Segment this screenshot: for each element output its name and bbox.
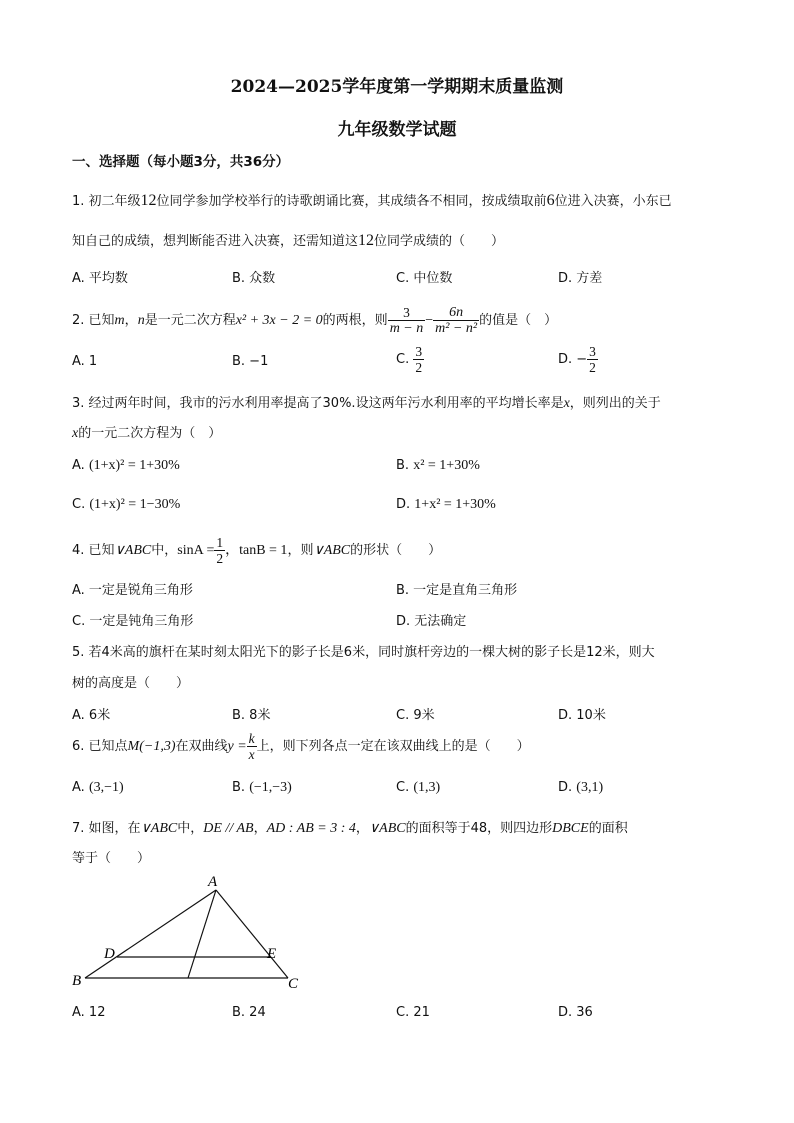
q2-fraction-2 (433, 305, 479, 336)
q2-option-a: A. 1 (72, 354, 98, 369)
q2-f2-den: m² − n² (435, 321, 478, 336)
q5-option-b: B. 8米 (232, 708, 271, 723)
q2-sep: ， (124, 313, 138, 328)
q3-c-value: (1+x)² = 1−30% (89, 497, 181, 512)
q6-text-c: 上，则下列各点一定在该双曲线上的是（ ） (256, 739, 530, 754)
question-1-line-1 (72, 190, 672, 210)
q2-option-d (558, 344, 598, 375)
q2-fraction-1 (388, 305, 426, 336)
q2-d-label: D. − (558, 352, 588, 367)
q4-option-b: B. 一定是直角三角形 (396, 583, 518, 598)
q3-var-x: x (563, 396, 570, 411)
q7-quad: DBCE (552, 821, 589, 836)
q4-text-b: 中， (151, 543, 178, 558)
q2-c-num: 3 (415, 344, 423, 359)
question-5-line-1: 5. 若4米高的旗杆在某时刻太阳光下的影子长是6米，同时旗杆旁边的一棵大树的影子长是12米，则大 (72, 645, 655, 660)
q2-text-b: 是一元二次方程 (144, 313, 236, 328)
q2-var-m: m (114, 313, 125, 328)
q1-text-d: 知自己的成绩，想判断能否进入决赛，还需知道这 (72, 234, 359, 249)
q7-option-a: A. 12 (72, 1005, 106, 1020)
q3-option-a (72, 458, 180, 474)
q4-option-a: A. 一定是锐角三角形 (72, 583, 193, 598)
question-7-line-2: 等于（ ） (72, 851, 151, 866)
question-3-line-2 (72, 422, 221, 442)
q6-a-label: A. (72, 780, 85, 795)
q4-option-d: D. 无法确定 (396, 614, 467, 629)
q3-a-value: (1+x)² = 1+30% (88, 458, 180, 473)
question-4 (72, 534, 441, 568)
label-d: D (104, 946, 115, 962)
q2-option-b: B. −1 (232, 354, 269, 369)
q1-text-a: 1. 初二年级 (72, 194, 141, 209)
q2-c-label: C. (396, 352, 410, 367)
q6-y: y = (227, 739, 247, 754)
q7-text-b: 中， (177, 821, 204, 836)
q6-option-c (396, 780, 440, 796)
q4-triangle: ∨ABC (114, 543, 152, 558)
q6-d-label: D. (558, 780, 573, 795)
side-ac (216, 890, 288, 978)
q1-option-d: D. 方差 (558, 271, 603, 286)
segment-a-to-bc (188, 890, 216, 978)
q4-sin: sinA = (177, 543, 215, 558)
q6-b-value: (−1,−3) (249, 780, 292, 795)
q7-text-c: ， (253, 821, 267, 836)
q5-option-a: A. 6米 (72, 708, 111, 723)
label-c: C (288, 976, 299, 992)
side-ba (85, 890, 216, 978)
q2-text-c: 的两根，则 (322, 313, 388, 328)
q4-text-a: 4. 已知 (72, 543, 115, 558)
q4-sin-den: 2 (216, 551, 224, 566)
exam-title: 2024—2025学年度第一学期期末质量监测 (230, 77, 564, 97)
q7-parallel: DE // AB (203, 821, 254, 836)
q6-option-a (72, 780, 124, 796)
q1-text-b: 位同学参加学校举行的诗歌朗诵比赛，其成绩各不相同，按成绩取前 (156, 194, 547, 209)
q3-d-value: 1+x² = 1+30% (414, 497, 496, 512)
q6-option-d (558, 780, 603, 796)
q1-option-a: A. 平均数 (72, 271, 128, 286)
q7-option-d: D. 36 (558, 1005, 593, 1020)
q4-triangle-2: ∨ABC (313, 543, 351, 558)
q7-text-d: ， (355, 821, 369, 836)
q1-option-b: B. 众数 (232, 271, 276, 286)
q3-a-label: A. (72, 458, 85, 473)
q6-a-value: (3,−1) (88, 780, 124, 795)
q4-sin-num: 1 (216, 535, 224, 550)
q2-c-fraction (413, 344, 424, 375)
q2-d-den: 2 (589, 360, 596, 375)
q3-option-d (396, 497, 496, 513)
q6-c-value: (1,3) (413, 780, 441, 795)
q6-k-den: x (248, 747, 255, 762)
q4-tan: ，tanB = 1 (225, 543, 288, 558)
q2-d-fraction (587, 344, 598, 375)
q2-c-den: 2 (415, 360, 423, 375)
q6-d-value: (3,1) (576, 780, 604, 795)
q2-option-c (396, 344, 424, 375)
q6-text-a: 6. 已知点 (72, 739, 128, 754)
q2-text-a: 2. 已知 (72, 313, 115, 328)
q2-var-n: n (137, 313, 145, 328)
q2-f1-den: m − n (389, 321, 424, 336)
q3-text-c: 的一元二次方程为（ ） (78, 426, 222, 441)
q4-text-d: 的形状（ ） (350, 543, 442, 558)
q6-b-label: B. (232, 780, 246, 795)
q7-text-f: 的面积 (588, 821, 628, 836)
q6-k-fraction (247, 731, 257, 762)
q7-text-e: 的面积等于48，则四边形 (405, 821, 553, 836)
q7-triangle: ∨ABC (140, 821, 178, 836)
question-7-line-1 (72, 817, 628, 837)
q3-b-label: B. (396, 458, 410, 473)
q1-text-c: 位进入决赛，小东已 (554, 194, 672, 209)
q2-f1-num: 3 (388, 305, 426, 321)
q2-equation: x² + 3x − 2 = 0 (235, 313, 323, 328)
q2-minus: − (425, 313, 434, 328)
q2-d-num: 3 (589, 344, 596, 359)
q3-var-x2: x (72, 426, 79, 441)
q5-option-d: D. 10米 (558, 708, 606, 723)
q4-sin-fraction (214, 535, 225, 566)
q6-c-label: C. (396, 780, 410, 795)
q6-k-num: k (248, 731, 255, 746)
q1-number-6: 6 (546, 192, 555, 209)
q7-option-c: C. 21 (396, 1005, 430, 1020)
q3-option-c (72, 497, 180, 513)
q3-option-b (396, 458, 480, 474)
q3-b-value: x² = 1+30% (413, 458, 480, 473)
q1-number-12b: 12 (358, 232, 375, 249)
exam-subtitle: 九年级数学试题 (337, 120, 457, 140)
q1-number-12: 12 (140, 192, 157, 209)
label-e: E (267, 946, 277, 962)
question-2 (72, 304, 557, 338)
q7-option-b: B. 24 (232, 1005, 266, 1020)
q4-text-c: ，则 (287, 543, 314, 558)
label-a: A (208, 874, 218, 890)
q5-option-c: C. 9米 (396, 708, 435, 723)
q6-text-b: 在双曲线 (175, 739, 228, 754)
question-6 (72, 730, 530, 764)
q7-triangle-2: ∨ABC (368, 821, 406, 836)
q3-text-a: 3. 经过两年时间，我市的污水利用率提高了30%.设这两年污水利用率的平均增长率是 (72, 396, 564, 411)
q3-text-b: ，则列出的关于 (569, 396, 661, 411)
q2-text-d: 的值是（ ） (479, 313, 558, 328)
triangle-figure (60, 870, 320, 995)
q6-point-m: M(−1,3) (127, 739, 176, 754)
q3-c-label: C. (72, 497, 86, 512)
q7-text-a: 7. 如图，在 (72, 821, 141, 836)
q3-d-label: D. (396, 497, 411, 512)
label-b: B (72, 973, 82, 989)
question-3-line-1 (72, 392, 661, 412)
q7-ratio: AD : AB = 3 : 4 (266, 821, 356, 836)
question-5-line-2: 树的高度是（ ） (72, 676, 190, 691)
q2-f2-num: 6n (433, 305, 479, 321)
q6-option-b (232, 780, 292, 796)
question-1-line-2 (72, 230, 504, 250)
q4-option-c: C. 一定是钝角三角形 (72, 614, 194, 629)
section-heading: 一、选择题（每小题3分，共36分） (72, 154, 290, 170)
q1-option-c: C. 中位数 (396, 271, 453, 286)
q1-text-e: 位同学成绩的（ ） (374, 234, 505, 249)
